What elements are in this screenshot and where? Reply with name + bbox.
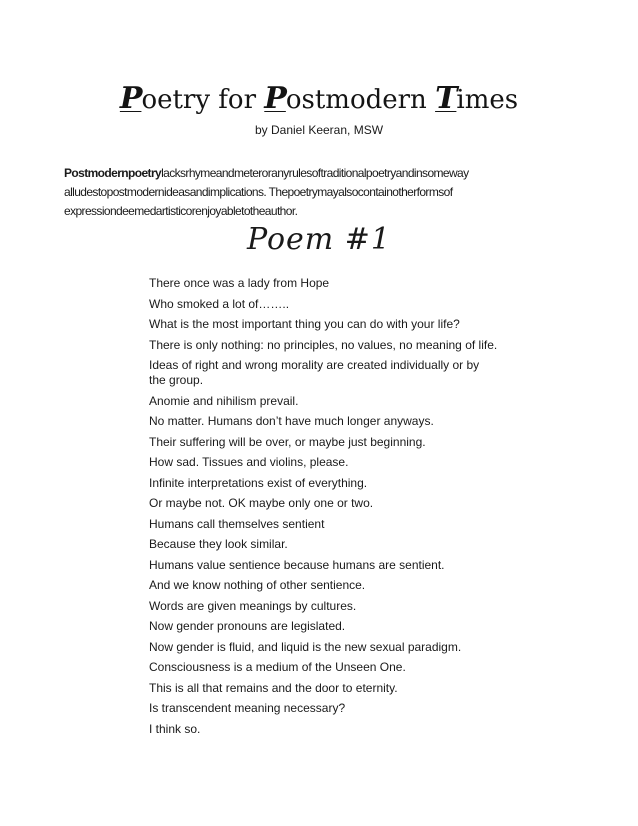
poem-line: I think so. bbox=[149, 721, 201, 736]
title-initial-3: T bbox=[435, 81, 457, 116]
title-initial-1: P bbox=[119, 81, 142, 116]
poem-line: Humans call themselves sentient bbox=[149, 516, 325, 531]
poem-line: Consciousness is a medium of the Unseen One. bbox=[149, 660, 406, 674]
poem-line: Infinite interpretations exist of everything. bbox=[149, 475, 368, 490]
poem-line: Who smoked a lot of…….. bbox=[149, 296, 290, 311]
poem-line: Or maybe not. OK maybe only one or two. bbox=[149, 496, 374, 510]
title-initial-2: P bbox=[264, 81, 286, 116]
poem-line: Anomie and nihilism prevail. bbox=[149, 393, 299, 408]
intro-line-1-rest: lacksrhymeandmeteroranyrulesoftraditionalpoetryandinsomeway bbox=[161, 166, 469, 180]
poem-line: And we know nothing of other sentience. bbox=[149, 578, 366, 592]
poem-line: Is transcendent meaning necessary? bbox=[149, 701, 346, 715]
title-text-2: ostmodern bbox=[285, 85, 436, 115]
poem-line: Now gender pronouns are legislated. bbox=[149, 619, 346, 633]
poem-line: Their suffering will be over, or maybe just beginning. bbox=[149, 434, 426, 449]
poem-line: There once was a lady from Hope bbox=[149, 276, 330, 290]
poem-heading: Poem #1 bbox=[247, 222, 391, 257]
byline: by Daniel Keeran, MSW bbox=[254, 123, 384, 137]
poem-line: Because they look similar. bbox=[149, 537, 288, 551]
poem-body bbox=[149, 276, 549, 742]
poem-line: What is the most important thing you can do with your life? bbox=[149, 317, 460, 331]
poem-line: How sad. Tissues and violins, please. bbox=[149, 455, 349, 469]
document-title bbox=[0, 82, 638, 117]
intro-line-3: expressiondeemedartisticorenjoyabletotheauthor. bbox=[64, 204, 298, 218]
poem-line: Now gender is fluid, and liquid is the new sexual paradigm. bbox=[149, 639, 462, 654]
poem-line: Words are given meanings by cultures. bbox=[149, 598, 357, 613]
poem-line: This is all that remains and the door to eternity. bbox=[149, 680, 398, 695]
intro-line-2: alludestopostmodernideasandimplications. Thepoetrymayalsocontainotherformsof bbox=[64, 185, 453, 199]
poem-line: No matter. Humans don’t have much longer anyways. bbox=[149, 414, 434, 428]
intro-paragraph bbox=[64, 164, 584, 221]
poem-line: There is only nothing: no principles, no values, no meaning of life. bbox=[149, 337, 498, 352]
intro-lead-bold: Postmodernpoetry bbox=[64, 166, 162, 180]
intro-line-1 bbox=[64, 164, 584, 183]
title-text-3: imes bbox=[456, 85, 519, 115]
poem-line: Ideas of right and wrong morality are created individually or by the group. bbox=[149, 358, 480, 387]
title-text-1: oetry for bbox=[141, 85, 265, 115]
poem-line: Humans value sentience because humans are sentient. bbox=[149, 557, 445, 572]
